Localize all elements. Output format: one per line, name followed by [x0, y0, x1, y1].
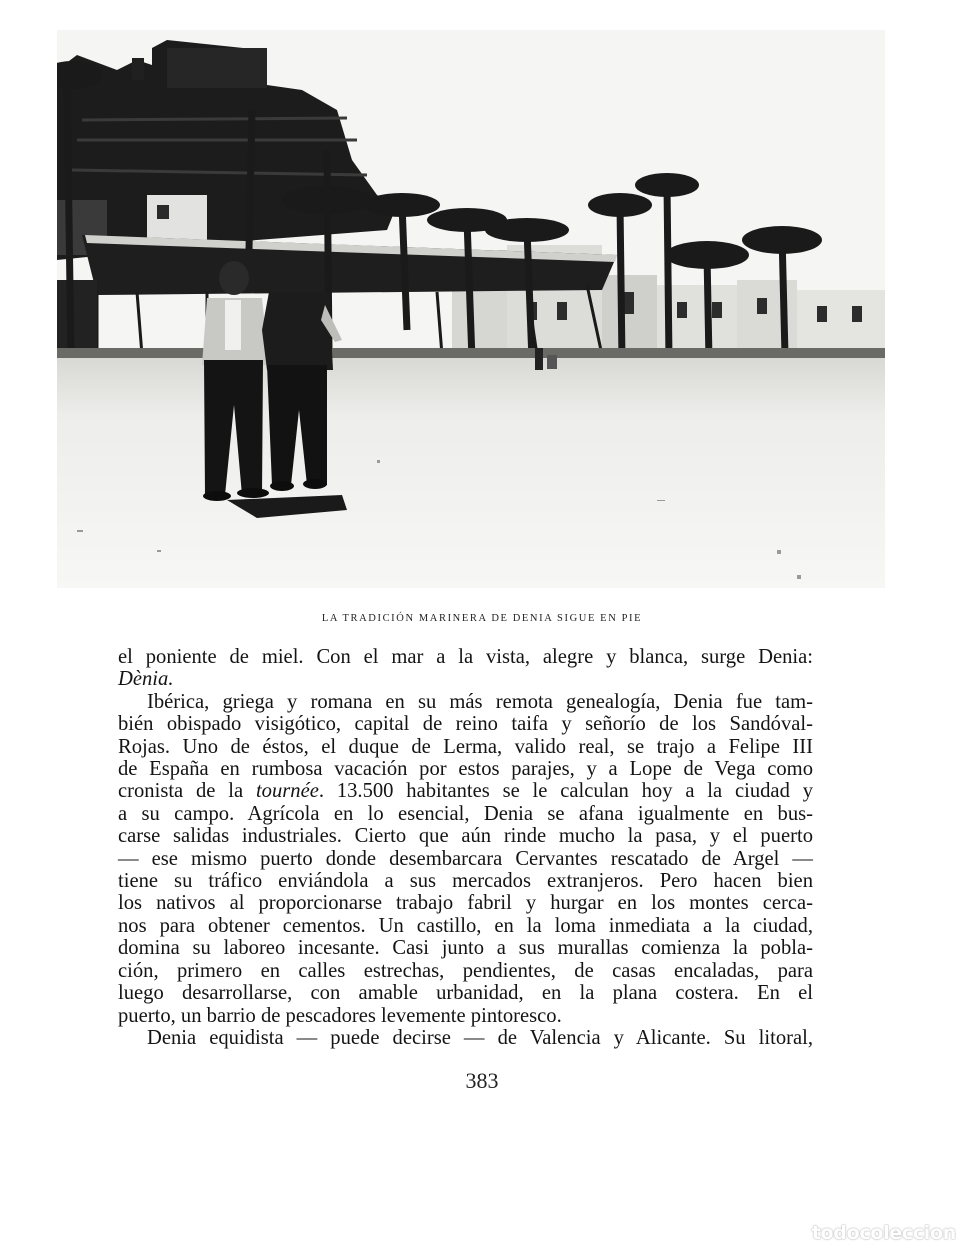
text-line: — ese mismo puerto donde desembarcara Cervantes rescatado de Argel — — [118, 847, 813, 870]
text-line: puerto, un barrio de pescadores levemente pintoresco. — [118, 1004, 562, 1027]
page-number: 383 — [465, 1068, 499, 1093]
photo-illustration — [57, 30, 885, 588]
text-fragment: cronista de la — [118, 780, 256, 803]
text-line: los nativos al proporcionarse trabajo fabril y hurgar en los montes cerca- — [118, 892, 813, 915]
watermark-logo: todocoleccion — [811, 1222, 956, 1244]
paragraph-start: Denia equidista — puede decirse — de Valencia y Alicante. Su litoral, — [147, 1026, 813, 1049]
paragraph-start: Ibérica, griega y romana en su más remota genealogía, Denia fue tam- — [147, 690, 813, 713]
text-line: carse salidas industriales. Cierto que aún rinde mucho la pasa, y el puerto — [118, 825, 813, 848]
text-line: a su campo. Agrícola en lo esencial, Denia se afana igualmente en bus- — [118, 802, 813, 825]
text-line: luego desarrollarse, con amable urbanidad, en la plana costera. En el — [118, 982, 813, 1005]
text-fragment: . 13.500 habitantes se le calculan hoy a la ciudad y — [318, 780, 813, 803]
text-line: de España en rumbosa vacación por estos parajes, y a Lope de Vega como — [118, 758, 813, 781]
text-line-italic: Dènia. — [118, 668, 174, 691]
photo-caption: LA TRADICIÓN MARINERA DE DENIA SIGUE EN PIE — [321, 613, 643, 624]
text-line: domina su laboreo incesante. Casi junto a sus murallas comienza la pobla- — [118, 937, 813, 960]
text-line: el poniente de miel. Con el mar a la vista, alegre y blanca, surge Denia: — [118, 646, 813, 668]
text-line: bién obispado visigótico, capital de reino taifa y señorío de los Sandóval- — [118, 713, 813, 736]
photograph-denia-beach — [57, 30, 885, 588]
text-line: Rojas. Uno de éstos, el duque de Lerma, valido real, se trajo a Felipe III — [118, 735, 813, 758]
body-text — [118, 646, 813, 1049]
text-line: tiene su tráfico enviándola a sus mercados extranjeros. Pero hacen bien — [118, 870, 813, 893]
italic-word: tournée — [255, 780, 319, 803]
text-line: nos para obtener cementos. Un castillo, en la loma inmediata a la ciudad, — [118, 914, 813, 937]
text-line: ción, primero en calles estrechas, pendientes, de casas encaladas, para — [118, 959, 813, 982]
text-line-mixed — [118, 780, 813, 802]
